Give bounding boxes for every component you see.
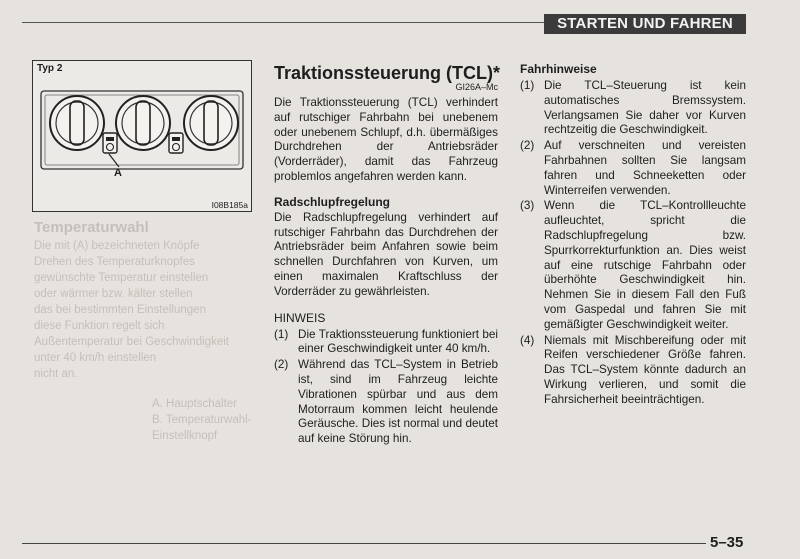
- ghost-legend-line: B. Temperaturwahl-Einstellknopf: [152, 414, 252, 442]
- tip-number: (2): [520, 139, 535, 153]
- knob-left-icon: [50, 96, 104, 150]
- ghost-line: Die mit (A) bezeichneten Knöpfe: [34, 240, 200, 252]
- tip-number: (1): [520, 79, 535, 92]
- subsection-paragraph: Die Radschlupfregelung verhindert auf rutschiger Fahrbahn das Durchdrehen der Antriebsräder beim Anfahren sowie beim schnellen Durchfahren von Kurven, um einen maximalen Kraftschluss der Vorderräder zu gewährleisten.: [274, 210, 498, 298]
- driving-tips-list: [520, 79, 746, 408]
- main-column: [274, 62, 501, 448]
- tip-item: [520, 199, 746, 332]
- tcl-switch-icon: [103, 133, 117, 153]
- header-rule: [22, 22, 544, 23]
- section-code: GI26A–Mc: [455, 82, 498, 92]
- page-number: 5–35: [710, 534, 744, 551]
- ghost-line: Außentemperatur bei Geschwindigkeit: [34, 336, 229, 348]
- intro-paragraph: Die Traktionssteuerung (TCL) verhindert auf rutschiger Fahrbahn bei unebenem oder unebenem Schlupf, d.h. übermäßiges Durchdrehen der Antriebsräder (Vorderräder), damit das Fahrzeug problemlos angefahren werden kann.: [274, 96, 498, 183]
- note-text: Die Traktionssteuerung funktioniert bei einer Geschwindigkeit unter 40 km/h.: [298, 327, 498, 356]
- note-number: (1): [274, 327, 289, 341]
- ghost-line: diese Funktion regelt sich: [34, 320, 165, 332]
- tip-number: (4): [520, 333, 535, 347]
- control-panel-figure: [32, 60, 252, 212]
- note-list: [274, 328, 498, 447]
- note-heading: HINWEIS: [274, 310, 326, 325]
- note-number: (2): [274, 358, 289, 372]
- tip-number: (3): [520, 199, 535, 213]
- subsection-heading: Radschlupfregelung: [274, 194, 391, 209]
- tip-text: Niemals mit Mischbereifung oder mit Reifen verschiedener Größe fahren. Das TCL–System könnte dadurch an Wirkung verlieren, und somit die Fahrsicherheit beeinträchtigen.: [544, 333, 746, 406]
- driving-tips-column: [520, 62, 746, 409]
- tip-text: Wenn die TCL–Kontrollleuchte aufleuchtet, spricht die Radschlupfregelung bzw. Spurrkorrekturfunktion an. Dies weist auf eine rutschige Fahrbahn oder überhöhte Geschwindigkeit hin. Nehmen Sie in diesem Fall den Fuß vom Gaspedal und fahren Sie mit gemäßigter Geschwindigkeit weiter.: [544, 199, 746, 331]
- section-heading: Traktionssteuerung (TCL)*: [274, 63, 501, 83]
- ghost-heading: Temperaturwahl: [34, 219, 149, 236]
- ghost-line: gewünschte Temperatur einstellen: [34, 272, 209, 284]
- ghost-text-block: [34, 218, 254, 444]
- knob-right-icon: [184, 96, 238, 150]
- driving-tips-heading: Fahrhinweise: [520, 62, 597, 76]
- tip-text: Die TCL–Steuerung ist kein automatisches Bremssystem. Verlangsamen Sie daher vor Kurven rechtzeitig die Geschwindigkeit.: [544, 79, 746, 137]
- section-title: STARTEN UND FAHREN: [557, 15, 733, 32]
- tip-item: [520, 139, 746, 198]
- ghost-line: Drehen des Temperaturknopfes: [34, 256, 195, 268]
- note-text: Während das TCL–System in Betrieb ist, sind im Fahrzeug leichte Vibrationen spürbar und aus dem Motorraum kommen leicht heulende Geräusche. Dies ist normal und deutet auf keine Störung hin.: [298, 358, 498, 446]
- section-title-bar: [544, 14, 746, 34]
- knob-center-icon: [116, 96, 170, 150]
- footer-rule: [22, 543, 706, 544]
- note-item: [274, 358, 498, 447]
- rear-switch-icon: [169, 133, 183, 153]
- control-panel-illustration: [33, 61, 251, 211]
- tip-item: [520, 334, 746, 408]
- ghost-line: das bei bestimmten Einstellungen: [34, 304, 206, 316]
- ghost-line: oder wärmer bzw. kälter stellen: [34, 288, 193, 300]
- figure-code: I08B185a: [211, 200, 248, 210]
- ghost-line: unter 40 km/h einstellen: [34, 352, 157, 364]
- tip-item: [520, 79, 746, 138]
- note-item: [274, 328, 498, 358]
- figure-type-label: Typ 2: [37, 63, 63, 74]
- figure-callout-label: A: [114, 167, 122, 179]
- tip-text: Auf verschneiten und vereisten Fahrbahnen sollten Sie langsam fahren und Schneeketten oder Winterreifen verwenden.: [544, 139, 746, 197]
- ghost-legend-line: A. Hauptschalter: [152, 398, 238, 410]
- ghost-line: nicht an.: [34, 368, 78, 380]
